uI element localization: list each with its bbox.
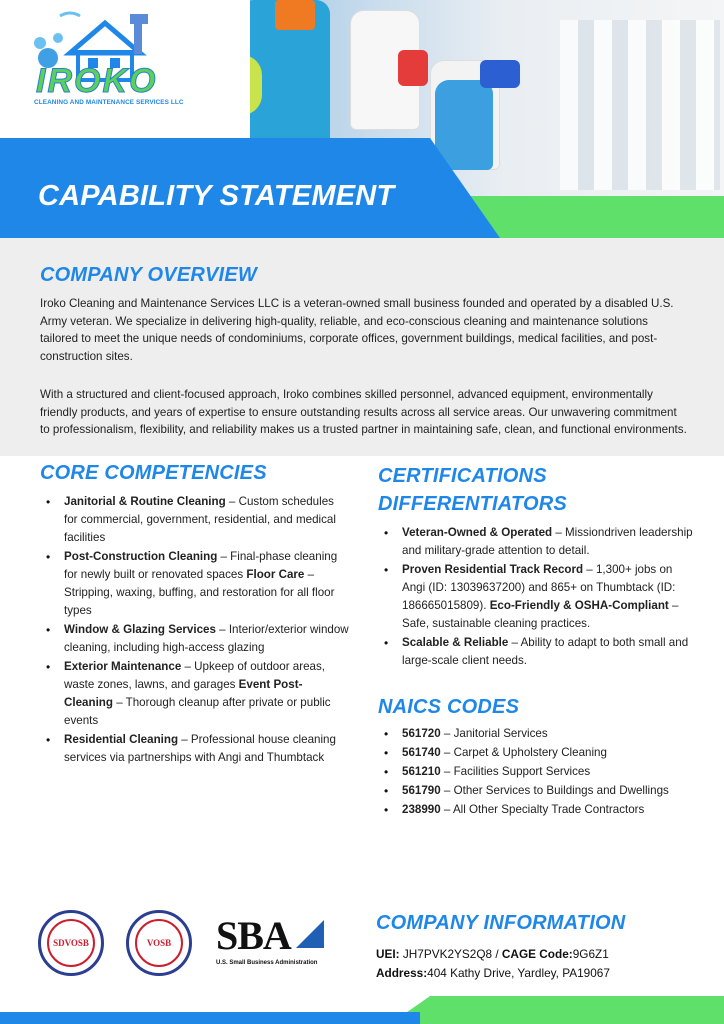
sba-wordmark: SBA bbox=[216, 913, 291, 958]
logo-tagline: CLEANING AND MAINTENANCE SERVICES LLC bbox=[34, 99, 184, 106]
sba-subtitle: U.S. Small Business Administration bbox=[216, 960, 318, 966]
footer-green-band bbox=[390, 996, 724, 1024]
page-title: CAPABILITY STATEMENT bbox=[38, 180, 395, 212]
list-item: • Proven Residential Track Record – 1,300+ jobs on Angi (ID: 13039637200) and 865+ on Thumbtack (ID: 186665015809). Eco-Friendly & OSHA-Compliant – Safe, sustainable cleaning practices. bbox=[378, 561, 698, 633]
certifications-section bbox=[378, 462, 698, 671]
core-list bbox=[40, 493, 350, 767]
list-item: • 561210 – Facilities Support Services bbox=[378, 763, 698, 781]
uei-cage-line: UEI: JH7PVK2YS2Q8 / CAGE Code:9G6Z1 bbox=[376, 947, 609, 961]
list-item: • 561720 – Janitorial Services bbox=[378, 725, 698, 743]
list-item: • Window & Glazing Services – Interior/exterior window cleaning, including high-access glazing bbox=[40, 621, 350, 657]
sdvosb-seal-icon bbox=[38, 910, 104, 976]
sdvosb-label: SDVOSB bbox=[53, 938, 89, 948]
company-overview-section bbox=[0, 238, 724, 456]
overview-paragraph-2: With a structured and client-focused approach, Iroko combines skilled personnel, advanced equipment, environmentally friendly products, and years of expertise to ensure outstanding results across all service areas. Our unwavering commitment to professionalism, flexibility, and reliability makes us a trusted partner in maintaining safe, clean, and functional environments. bbox=[40, 388, 687, 436]
list-item: • Post-Construction Cleaning – Final-phase cleaning for newly built or renovated spaces Floor Care – Stripping, waxing, buffing, and restoration for all floor types bbox=[40, 548, 350, 620]
core-competencies-section bbox=[40, 462, 350, 768]
sba-logo bbox=[216, 914, 328, 974]
address-line: Address:404 Kathy Drive, Yardley, PA19067 bbox=[376, 966, 610, 980]
list-item: • 561790 – Other Services to Buildings and Dwellings bbox=[378, 782, 698, 800]
list-item: • Exterior Maintenance – Upkeep of outdoor areas, waste zones, lawns, and garages Event Post-Cleaning – Thorough cleanup after private or public events bbox=[40, 658, 350, 730]
naics-codes-section bbox=[378, 696, 698, 820]
differentiators-list bbox=[378, 524, 698, 670]
logo bbox=[0, 0, 250, 138]
list-item: • 238990 – All Other Specialty Trade Contractors bbox=[378, 801, 698, 819]
differentiators-heading: DIFFERENTIATORS bbox=[378, 493, 567, 515]
sba-triangle-icon bbox=[296, 920, 326, 950]
list-item: • 561740 – Carpet & Upholstery Cleaning bbox=[378, 744, 698, 762]
vosb-label: VOSB bbox=[146, 938, 172, 948]
list-item: • Residential Cleaning – Professional house cleaning services via partnerships with Angi and Thumbtack bbox=[40, 731, 350, 767]
naics-heading: NAICS CODES bbox=[378, 696, 520, 718]
list-item: • Janitorial & Routine Cleaning – Custom schedules for commercial, government, residential, and medical facilities bbox=[40, 493, 350, 547]
company-information-section bbox=[376, 912, 716, 983]
logo-brand: IROKO bbox=[36, 62, 158, 100]
naics-list bbox=[378, 725, 698, 819]
certifications-heading: CERTIFICATIONS bbox=[378, 465, 547, 487]
hero-banner bbox=[0, 0, 724, 275]
list-item: • Veteran-Owned & Operated – Missiondriven leadership and military-grade attention to detail. bbox=[378, 524, 698, 560]
vosb-seal-icon bbox=[126, 910, 192, 976]
info-heading: COMPANY INFORMATION bbox=[376, 912, 626, 934]
overview-paragraph-1: Iroko Cleaning and Maintenance Services LLC is a veteran-owned small business founded and operated by a disabled U.S. Army veteran. We specialize in delivering high-quality, reliable, and eco-conscious cleaning and maintenance solutions tailored to meet the unique needs of condominiums, corporate offices, government buildings, medical facilities, and post-construction sites. bbox=[40, 297, 674, 363]
core-heading: CORE COMPETENCIES bbox=[40, 462, 267, 484]
overview-heading: COMPANY OVERVIEW bbox=[40, 264, 257, 286]
list-item: • Scalable & Reliable – Ability to adapt to both small and large-scale client needs. bbox=[378, 634, 698, 670]
footer-blue-band bbox=[0, 1012, 420, 1024]
